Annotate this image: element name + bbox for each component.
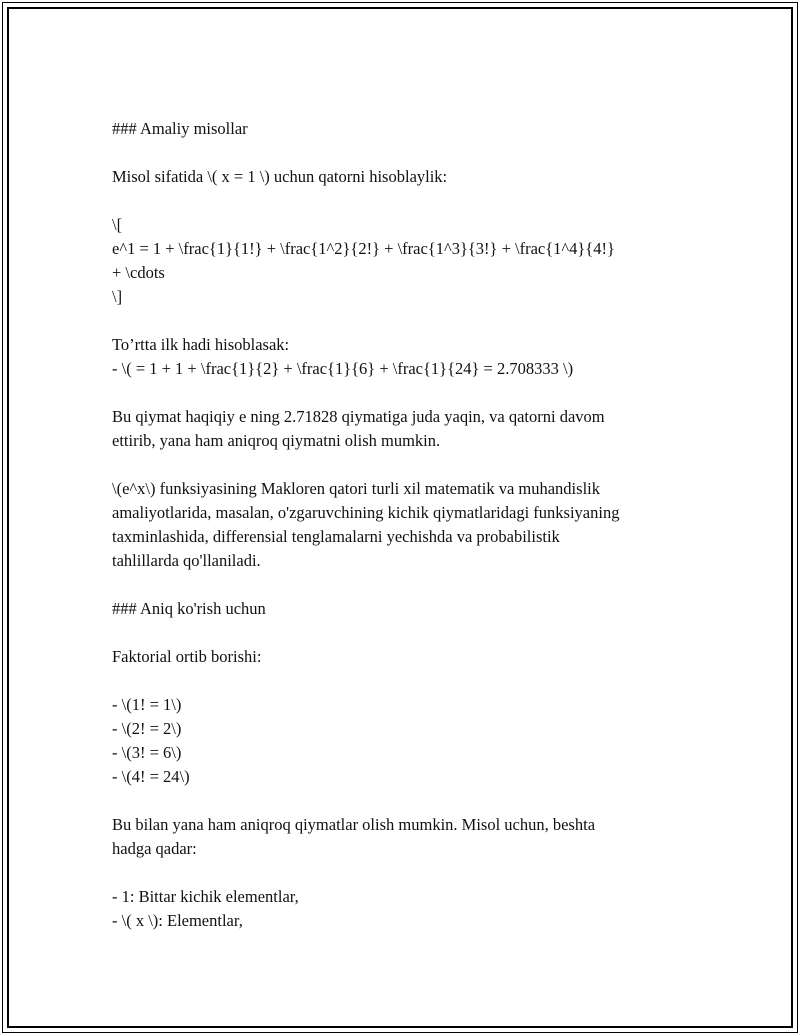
list-item: - \(3! = 6\) [112,743,182,762]
paragraph-line: amaliyotlarida, masalan, o'zgaruvchining kichik qiymatlaridagi funksiyaning [112,503,620,522]
calc-intro: To’rtta ilk hadi hisoblasak: [112,335,290,354]
formula-line: + \cdots [112,263,165,282]
section-heading: ### Amaliy misollar [112,119,248,138]
list-item: - \(4! = 24\) [112,767,190,786]
list-item: - \( x \): Elementlar, [112,911,243,930]
list-item: - \(2! = 2\) [112,719,182,738]
list-item: - \(1! = 1\) [112,695,182,714]
paragraph-line: \(e^x\) funksiyasining Makloren qatori turli xil matematik va muhandislik [112,479,600,498]
calc-line: - \( = 1 + 1 + \frac{1}{2} + \frac{1}{6} + \frac{1}{24} = 2.708333 \) [112,359,574,378]
paragraph-line: Bu bilan yana ham aniqroq qiymatlar olish mumkin. Misol uchun, beshta [112,815,596,834]
factorial-intro: Faktorial ortib borishi: [112,647,262,666]
paragraph-line: Bu qiymat haqiqiy e ning 2.71828 qiymatiga juda yaqin, va qatorni davom [112,407,605,426]
formula-line: e^1 = 1 + \frac{1}{1!} + \frac{1^2}{2!} + \frac{1^3}{3!} + \frac{1^4}{4!} [112,239,615,258]
formula-line: \] [112,287,123,306]
paragraph-line: tahlillarda qo'llaniladi. [112,551,261,570]
paragraph-line: ettirib, yana ham aniqroq qiymatni olish mumkin. [112,431,441,450]
document-body [112,117,682,933]
formula-line: \[ [112,215,123,234]
intro-text: Misol sifatida \( x = 1 \) uchun qatorni hisoblaylik: [112,167,448,186]
paragraph-line: hadga qadar: [112,839,197,858]
paragraph-line: taxminlashida, differensial tenglamalarni yechishda va probabilistik [112,527,560,546]
list-item: - 1: Bittar kichik elementlar, [112,887,299,906]
section-heading: ### Aniq ko'rish uchun [112,599,266,618]
